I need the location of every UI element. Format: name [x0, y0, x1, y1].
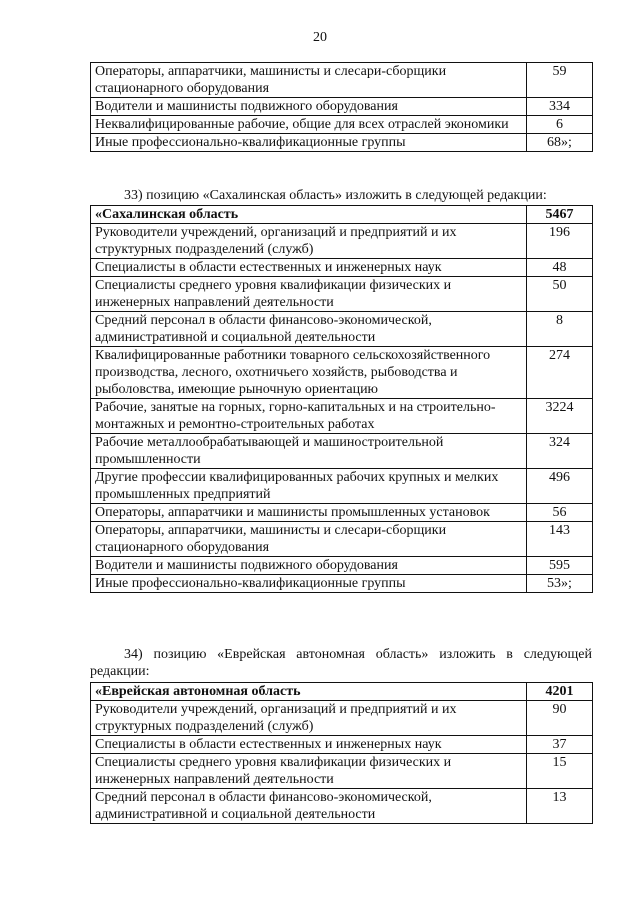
table-row — [91, 347, 593, 399]
row-name: Неквалифицированные рабочие, общие для всех отраслей экономики — [91, 116, 527, 134]
table-row — [91, 63, 593, 98]
table-row — [91, 98, 593, 116]
table-evrey — [90, 682, 593, 824]
row-name: «Еврейская автономная область — [91, 683, 527, 701]
row-name: Руководители учреждений, организаций и предприятий и их структурных подразделений (служб) — [91, 701, 527, 736]
table-row — [91, 789, 593, 824]
row-value: 59 — [527, 63, 593, 98]
row-value: 8 — [527, 312, 593, 347]
row-value: 56 — [527, 504, 593, 522]
row-name: Иные профессионально-квалификационные группы — [91, 134, 527, 152]
row-value: 595 — [527, 557, 593, 575]
row-name: Операторы, аппаратчики, машинисты и слесари-сборщики стационарного оборудования — [91, 522, 527, 557]
row-value: 334 — [527, 98, 593, 116]
row-name: Специалисты среднего уровня квалификации физических и инженерных направлений деятельности — [91, 277, 527, 312]
table-row — [91, 434, 593, 469]
table-row — [91, 701, 593, 736]
row-value: 143 — [527, 522, 593, 557]
row-value: 68»; — [527, 134, 593, 152]
row-name: Операторы, аппаратчики, машинисты и слесари-сборщики стационарного оборудования — [91, 63, 527, 98]
table-row — [91, 116, 593, 134]
row-name: Средний персонал в области финансово-экономической, административной и социальной деятельности — [91, 789, 527, 824]
table-sakhalin — [90, 205, 593, 593]
row-name: Рабочие металлообрабатывающей и машиностроительной промышленности — [91, 434, 527, 469]
row-name: «Сахалинская область — [91, 206, 527, 224]
row-name: Руководители учреждений, организаций и предприятий и их структурных подразделений (служб) — [91, 224, 527, 259]
table-row — [91, 557, 593, 575]
row-value: 37 — [527, 736, 593, 754]
row-name: Водители и машинисты подвижного оборудования — [91, 557, 527, 575]
row-name: Специалисты в области естественных и инженерных наук — [91, 736, 527, 754]
page-number: 20 — [313, 30, 327, 45]
row-name: Специалисты в области естественных и инженерных наук — [91, 259, 527, 277]
table-row — [91, 522, 593, 557]
row-name: Другие профессии квалифицированных рабочих крупных и мелких промышленных предприятий — [91, 469, 527, 504]
row-value: 5467 — [527, 206, 593, 224]
paragraph-34: 34) позицию «Еврейская автономная область» изложить в следующей редакции: — [90, 647, 592, 679]
row-name: Рабочие, занятые на горных, горно-капитальных и на строительно-монтажных и ремонтно-строительных работах — [91, 399, 527, 434]
row-value: 48 — [527, 259, 593, 277]
row-value: 496 — [527, 469, 593, 504]
table-continued — [90, 62, 593, 152]
table-row — [91, 134, 593, 152]
table-row — [91, 224, 593, 259]
row-name: Операторы, аппаратчики и машинисты промышленных установок — [91, 504, 527, 522]
row-name: Иные профессионально-квалификационные группы — [91, 575, 527, 593]
table-row — [91, 469, 593, 504]
row-value: 13 — [527, 789, 593, 824]
row-value: 3224 — [527, 399, 593, 434]
row-value: 4201 — [527, 683, 593, 701]
row-value: 53»; — [527, 575, 593, 593]
table-row — [91, 575, 593, 593]
row-value: 50 — [527, 277, 593, 312]
row-name: Квалифицированные работники товарного сельскохозяйственного производства, лесного, охотничьего хозяйств, рыбоводства и рыболовства, имеющие рыночную ориентацию — [91, 347, 527, 399]
table-row — [91, 736, 593, 754]
row-name: Специалисты среднего уровня квалификации физических и инженерных направлений деятельности — [91, 754, 527, 789]
row-name: Водители и машинисты подвижного оборудования — [91, 98, 527, 116]
row-value: 324 — [527, 434, 593, 469]
row-name: Средний персонал в области финансово-экономической, административной и социальной деятельности — [91, 312, 527, 347]
table-row — [91, 312, 593, 347]
row-value: 196 — [527, 224, 593, 259]
row-value: 274 — [527, 347, 593, 399]
paragraph-33: 33) позицию «Сахалинская область» изложить в следующей редакции: — [124, 188, 547, 203]
row-value: 15 — [527, 754, 593, 789]
table-row — [91, 206, 593, 224]
table-row — [91, 399, 593, 434]
table-row — [91, 277, 593, 312]
table-row — [91, 754, 593, 789]
table-row — [91, 683, 593, 701]
row-value: 90 — [527, 701, 593, 736]
table-row — [91, 504, 593, 522]
row-value: 6 — [527, 116, 593, 134]
table-row — [91, 259, 593, 277]
